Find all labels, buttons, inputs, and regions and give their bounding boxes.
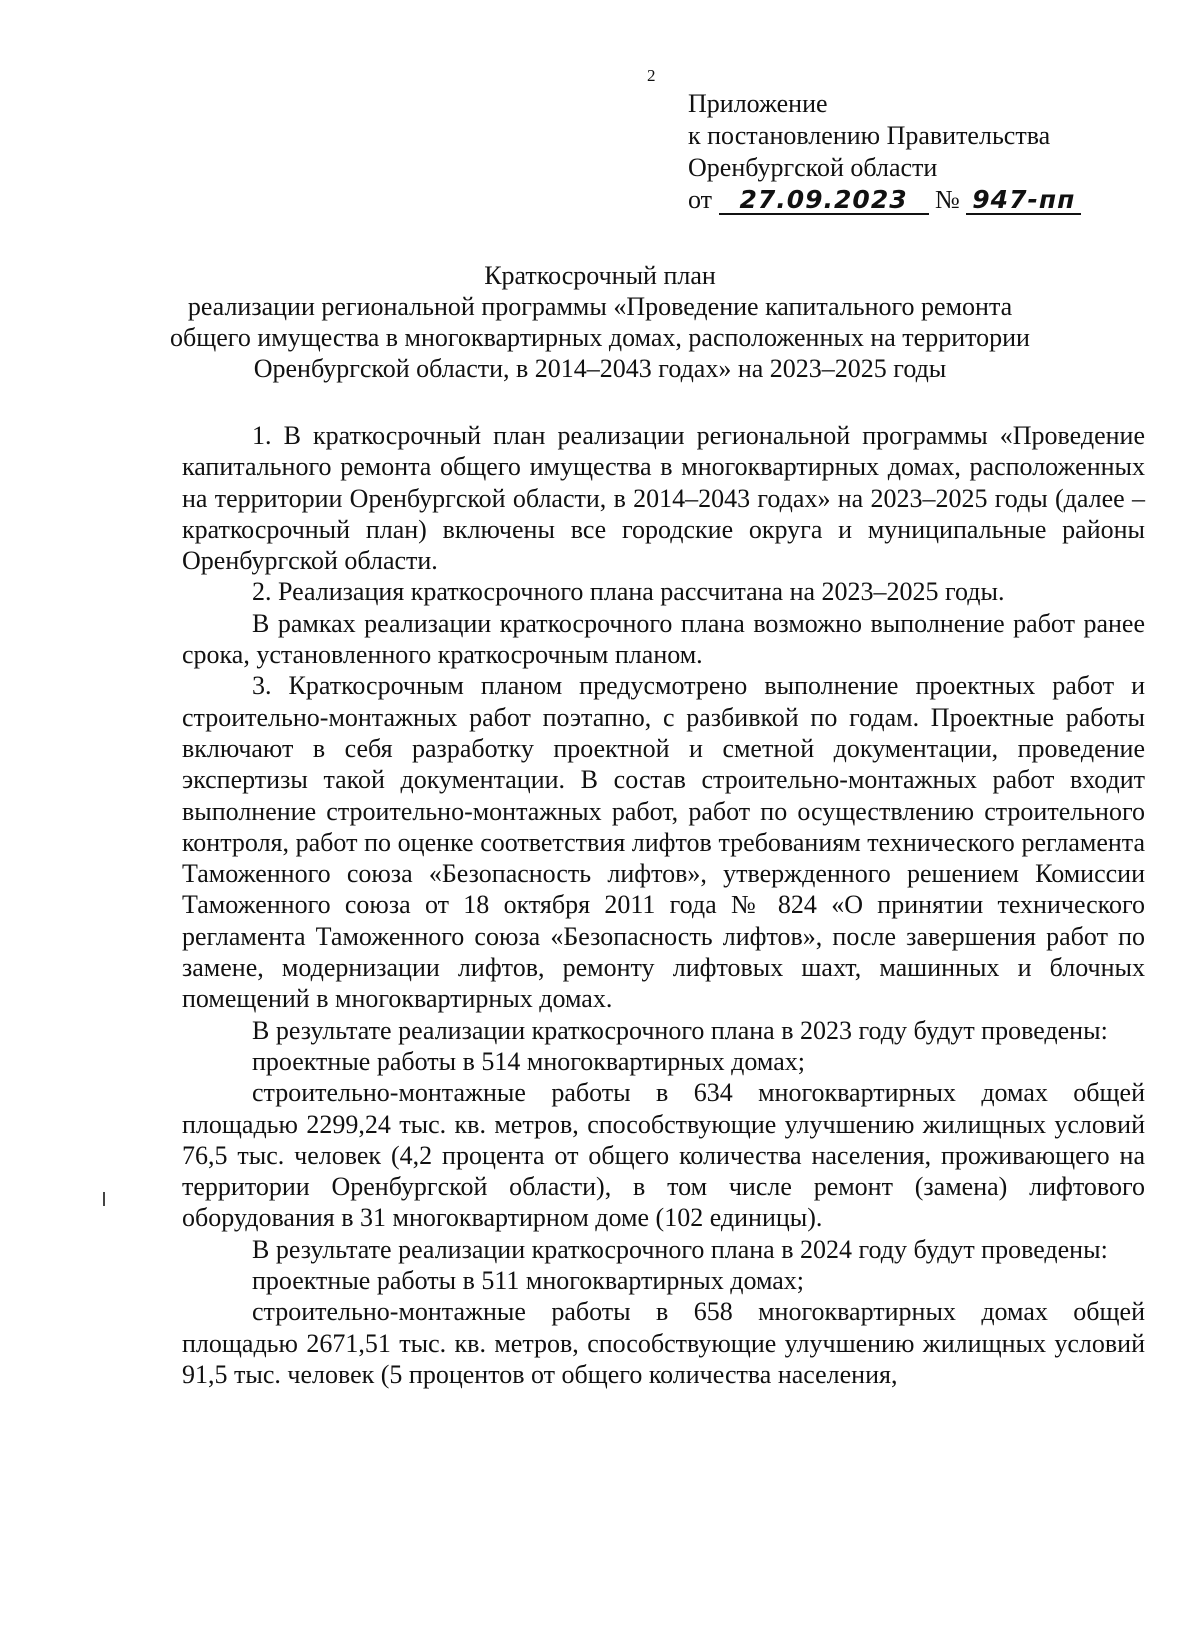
title-line-2: реализации региональной программы «Проведение капитального ремонта — [187, 292, 1013, 321]
paragraph-10: строительно-монтажные работы в 658 многоквартирных домах общей площадью 2671,51 тыс. кв. метров, способствующие улучшению жилищных условий 91,5 тыс. человек (5 процентов от общего количества населения, — [182, 1297, 1145, 1389]
document-title — [150, 260, 1050, 384]
page-number: 2 — [647, 66, 656, 85]
appendix-header — [688, 88, 1081, 216]
paragraph-1: 1. В краткосрочный план реализации региональной программы «Проведение капитального ремонта общего имущества в многоквартирных домах, расположенных на территории Оренбургской области, в 2014–2043 годах» на 2023–2025 годы (далее – краткосрочный план) включены все городские округа и муниципальные районы Оренбургской области. — [182, 421, 1145, 576]
paragraph-7: строительно-монтажные работы в 634 многоквартирных домах общей площадью 2299,24 тыс. кв. метров, способствующие улучшению жилищных условий 76,5 тыс. человек (4,2 процента от общего количества населения, проживающего на территории Оренбургской области), в том числе ремонт (замена) лифтового оборудования в 31 многоквартирном доме (102 единицы). — [182, 1078, 1145, 1233]
paragraph-4: 3. Краткосрочным планом предусмотрено выполнение проектных работ и строительно-монтажных работ поэтапно, с разбивкой по годам. Проектные работы включают в себя разработку проектной и сметной документации, проведение экспертизы такой документации. В состав строительно-монтажных работ входит выполнение строительно-монтажных работ, работ по осуществлению строительного контроля, работ по оценке соответствия лифтов требованиям технического регламента Таможенного союза «Безопасность лифтов», утвержденного решением Комиссии Таможенного союза от 18 октября 2011 года № 824 «О принятии технического регламента Таможенного союза «Безопасность лифтов», после завершения работ по замене, модернизации лифтов, ремонту лифтовых шахт, машинных и блочных помещений в многоквартирных домах. — [182, 671, 1145, 1014]
paragraph-5: В результате реализации краткосрочного плана в 2023 году будут проведены: — [252, 1015, 1108, 1045]
paragraph-9: проектные работы в 511 многоквартирных домах; — [252, 1266, 804, 1296]
appendix-line-2: к постановлению Правительства — [688, 121, 1051, 150]
paragraph-3: В рамках реализации краткосрочного плана возможно выполнение работ ранее срока, установленного краткосрочным планом. — [182, 608, 1145, 670]
scan-mark — [103, 1192, 105, 1206]
date-prefix: от — [688, 185, 713, 214]
paragraph-2: 2. Реализация краткосрочного плана рассчитана на 2023–2025 годы. — [252, 577, 1005, 607]
title-line-4: Оренбургской области, в 2014–2043 годах» на 2023–2025 годы — [253, 354, 947, 383]
paragraph-6: проектные работы в 514 многоквартирных домах; — [252, 1046, 805, 1076]
appendix-line-3: Оренбургской области — [688, 153, 938, 182]
handwritten-number: 947-пп — [966, 187, 1081, 215]
document-body — [182, 420, 1145, 1390]
paragraph-8: В результате реализации краткосрочного плана в 2024 году будут проведены: — [252, 1234, 1108, 1264]
title-line-1: Краткосрочный план — [484, 261, 716, 290]
appendix-date-line — [688, 184, 1081, 216]
handwritten-date: 27.09.2023 — [719, 187, 929, 215]
number-prefix: № — [935, 185, 960, 214]
appendix-line-1: Приложение — [688, 89, 828, 118]
title-line-3: общего имущества в многоквартирных домах, расположенных на территории — [170, 323, 1030, 352]
